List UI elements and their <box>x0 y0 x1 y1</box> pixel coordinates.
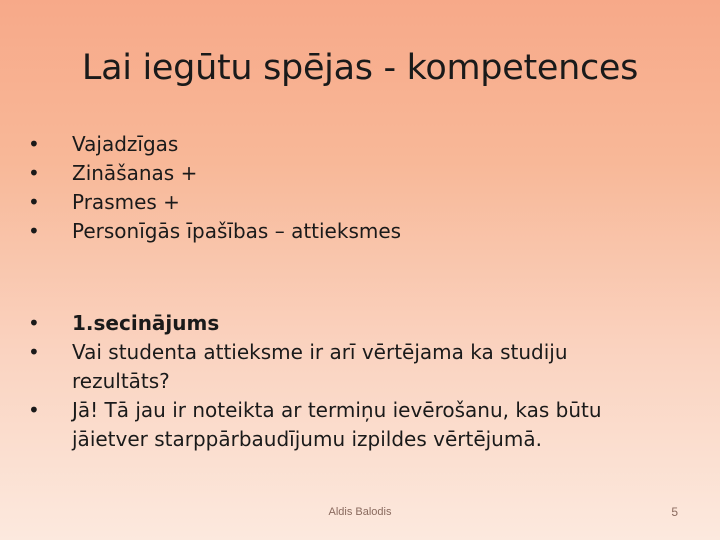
list-item-text: Prasmes + <box>72 190 180 214</box>
conclusion-list <box>28 309 668 454</box>
list-item <box>28 396 668 454</box>
list-item <box>28 338 668 396</box>
list-item-text: Zināšanas + <box>72 161 198 185</box>
list-item <box>28 130 668 159</box>
requirements-list <box>28 130 668 246</box>
bullet-icon: • <box>28 311 40 335</box>
bullet-icon: • <box>28 398 40 422</box>
bullet-icon: • <box>28 132 40 156</box>
list-item-text: Jā! Tā jau ir noteikta ar termiņu ievērošanu, kas būtu jāietver starppārbaudījumu izpildes vērtējumā. <box>72 398 602 451</box>
list-item-text: Personīgās īpašības – attieksmes <box>72 219 402 243</box>
list-item-text: Vajadzīgas <box>72 132 179 156</box>
bullet-icon: • <box>28 340 40 364</box>
bullet-icon: • <box>28 161 40 185</box>
list-item <box>28 217 668 246</box>
list-item <box>28 188 668 217</box>
list-item-text: Vai studenta attieksme ir arī vērtējama ka studiju rezultāts? <box>72 340 568 393</box>
bullet-icon: • <box>28 219 40 243</box>
bullet-icon: • <box>28 190 40 214</box>
conclusion-heading: 1.secinājums <box>72 311 220 335</box>
list-item <box>28 159 668 188</box>
page-number: 5 <box>671 505 678 519</box>
slide-title: Lai iegūtu spējas - kompetences <box>81 48 639 88</box>
list-item <box>28 309 668 338</box>
footer-author: Aldis Balodis <box>328 506 392 518</box>
